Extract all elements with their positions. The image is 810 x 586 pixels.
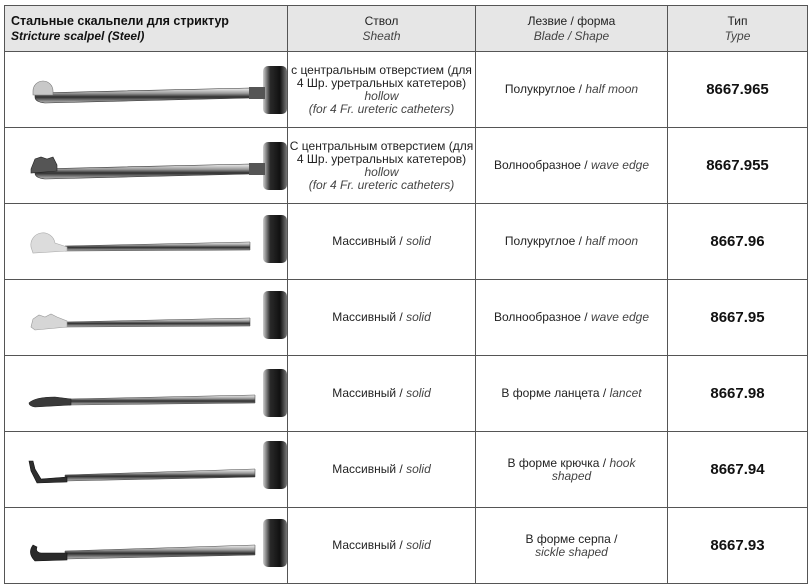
header-type-en: Type [724, 28, 751, 43]
scalpel-table [4, 5, 808, 584]
sheath-en-text: hollow [364, 88, 399, 103]
sheath-cell [288, 280, 476, 356]
blade-ru-text: В форме крючка / [507, 455, 610, 470]
instrument-image-cell [5, 52, 288, 128]
sheath-en-note: (for 4 Fr. ureteric catheters) [308, 101, 455, 116]
header-type [668, 6, 808, 52]
type-code: 8667.93 [668, 508, 808, 584]
blade-cell [476, 356, 668, 432]
type-code: 8667.965 [668, 52, 808, 128]
blade-ru-text: Полукруглое / [504, 82, 586, 96]
instrument-image-cell [5, 508, 288, 584]
instrument-image-cell [5, 128, 288, 204]
type-code: 8667.96 [668, 204, 808, 280]
sheath-ru-text: Массивный / [332, 234, 407, 248]
sheath-cell [288, 204, 476, 280]
header-sheath-ru: Ствол [364, 13, 399, 28]
blade-en-text: wave edge [590, 158, 649, 172]
scalpel-wave-edge-solid-icon [5, 281, 287, 355]
blade-ru-text: Волнообразное / [493, 158, 591, 172]
sheath-ru-text: Массивный / [332, 462, 407, 476]
header-blade-ru: Лезвие / форма [527, 13, 616, 28]
table-title-en: Stricture scalpel (Steel) [11, 28, 145, 43]
table-row [5, 52, 808, 128]
type-code: 8667.94 [668, 432, 808, 508]
blade-ru-text: Полукруглое / [504, 234, 586, 248]
blade-cell [476, 432, 668, 508]
blade-en-text-2: shaped [551, 468, 592, 483]
sheath-ru-text: С центральным отверстием (для 4 Шр. уретральных катетеров) [289, 138, 474, 166]
header-blade-en: Blade / Shape [533, 28, 610, 43]
blade-en-text: lancet [609, 386, 642, 400]
blade-en-text: half moon [585, 234, 639, 248]
blade-cell [476, 52, 668, 128]
blade-cell [476, 508, 668, 584]
blade-ru-text: Волнообразное / [493, 310, 591, 324]
type-code: 8667.98 [668, 356, 808, 432]
table-row [5, 280, 808, 356]
table-row [5, 432, 808, 508]
scalpel-wave-edge-hollow-icon [5, 129, 287, 203]
header-sheath [288, 6, 476, 52]
instrument-image-cell [5, 432, 288, 508]
sheath-ru-text: Массивный / [332, 310, 407, 324]
header-type-ru: Тип [727, 13, 748, 28]
blade-ru-text: В форме серпа / [525, 531, 618, 546]
table-row [5, 204, 808, 280]
blade-en-text: hook [609, 455, 636, 470]
sheath-ru-text: с центральным отверстием (для 4 Шр. уретральных катетеров) [291, 62, 472, 90]
sheath-cell [288, 508, 476, 584]
header-row [5, 6, 808, 52]
blade-en-text: sickle shaped [535, 544, 608, 559]
sheath-ru-text: Массивный / [332, 538, 407, 552]
blade-ru-text: В форме ланцета / [501, 386, 610, 400]
sheath-cell [288, 432, 476, 508]
sheath-cell [288, 128, 476, 204]
sheath-en-note: (for 4 Fr. ureteric catheters) [308, 177, 455, 192]
scalpel-half-moon-hollow-icon [5, 53, 287, 127]
header-sheath-en: Sheath [362, 28, 401, 43]
sheath-en-text: solid [406, 310, 431, 324]
blade-cell [476, 128, 668, 204]
instrument-image-cell [5, 356, 288, 432]
sheath-en-text: solid [406, 538, 431, 552]
table-row [5, 128, 808, 204]
blade-cell [476, 280, 668, 356]
sheath-en-text: solid [406, 462, 431, 476]
blade-cell [476, 204, 668, 280]
blade-en-text: wave edge [590, 310, 649, 324]
header-blade [476, 6, 668, 52]
sheath-en-text: solid [406, 234, 431, 248]
type-code: 8667.95 [668, 280, 808, 356]
sheath-en-text: hollow [364, 164, 399, 179]
sheath-ru-text: Массивный / [332, 386, 407, 400]
type-code: 8667.955 [668, 128, 808, 204]
header-product [5, 6, 288, 52]
scalpel-hook-icon [5, 433, 287, 507]
blade-en-text: half moon [585, 82, 639, 96]
sheath-cell [288, 356, 476, 432]
scalpel-sickle-icon [5, 509, 287, 583]
instrument-image-cell [5, 280, 288, 356]
sheath-cell [288, 52, 476, 128]
table-row [5, 356, 808, 432]
scalpel-lancet-icon [5, 357, 287, 431]
table-title-ru: Стальные скальпели для стриктур [11, 13, 229, 28]
instrument-image-cell [5, 204, 288, 280]
scalpel-half-moon-solid-icon [5, 205, 287, 279]
sheath-en-text: solid [406, 386, 431, 400]
table-row [5, 508, 808, 584]
